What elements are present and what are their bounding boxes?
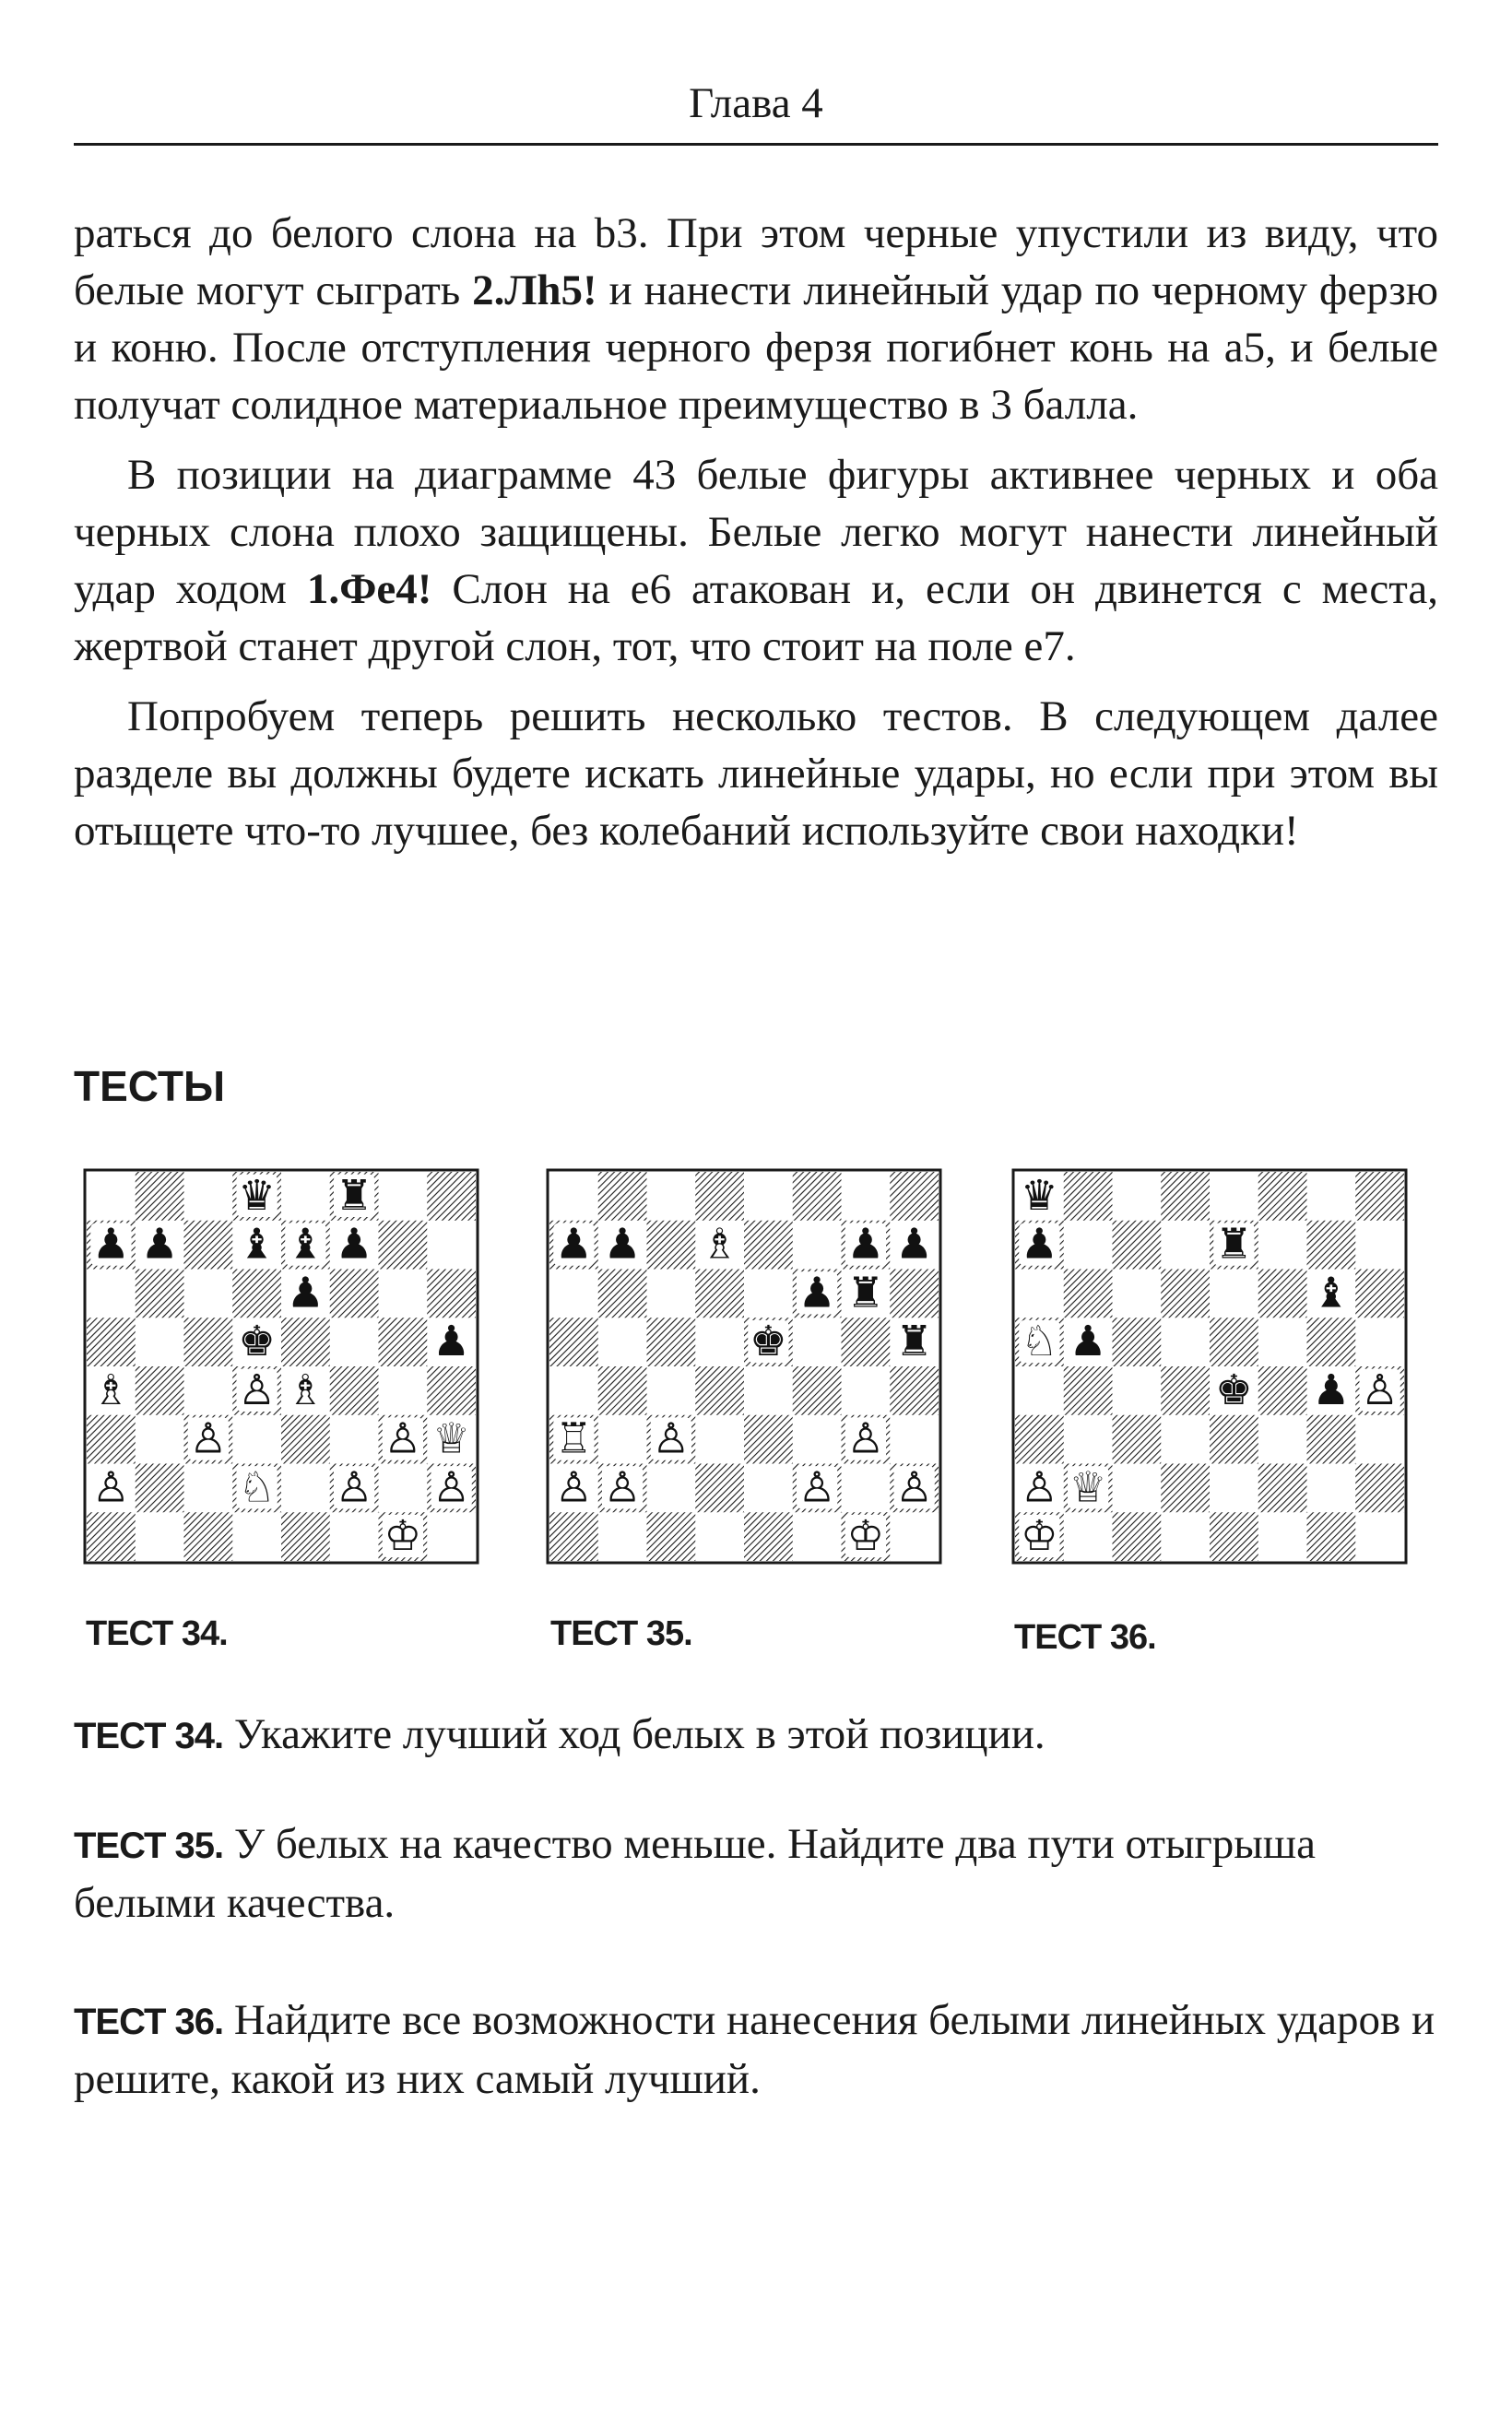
white-pawn-icon: ♙ xyxy=(846,1413,885,1463)
dark-square xyxy=(232,1270,281,1318)
chessboard xyxy=(1011,1168,1408,1565)
black-rook-icon: ♜ xyxy=(335,1170,373,1220)
dark-square xyxy=(1210,1512,1258,1561)
dark-square xyxy=(1064,1366,1113,1415)
dark-square xyxy=(379,1318,428,1366)
chessboard xyxy=(546,1168,942,1565)
dark-square xyxy=(330,1366,379,1415)
white-pawn-icon: ♙ xyxy=(189,1413,228,1463)
dark-square xyxy=(136,1464,184,1513)
black-bishop-icon: ♝ xyxy=(1312,1268,1351,1318)
black-queen-icon: ♛ xyxy=(1021,1170,1058,1220)
black-king-icon: ♚ xyxy=(238,1317,276,1366)
black-king-icon: ♚ xyxy=(1215,1365,1253,1414)
dark-square xyxy=(1161,1270,1210,1318)
black-king-icon: ♚ xyxy=(750,1317,787,1366)
section-title: ТЕСТЫ xyxy=(74,1062,225,1110)
white-pawn-icon: ♙ xyxy=(555,1462,593,1512)
diagram-caption-36: ТЕСТ 36. xyxy=(1014,1618,1156,1657)
dark-square xyxy=(890,1270,939,1318)
dark-square xyxy=(281,1318,330,1366)
white-pawn-icon: ♙ xyxy=(335,1462,373,1512)
dark-square xyxy=(744,1415,793,1464)
dark-square xyxy=(184,1318,233,1366)
dark-square xyxy=(1113,1512,1162,1561)
paragraph-2 xyxy=(74,446,1438,675)
black-rook-icon: ♜ xyxy=(895,1317,933,1366)
dark-square xyxy=(1113,1415,1162,1464)
test-36-label: ТЕСТ 36. xyxy=(74,2002,224,2042)
dark-square xyxy=(379,1221,428,1270)
dark-square xyxy=(184,1221,233,1270)
white-rook-icon: ♖ xyxy=(555,1413,593,1463)
dark-square xyxy=(1113,1221,1162,1270)
dark-square xyxy=(330,1270,379,1318)
dark-square xyxy=(598,1366,647,1415)
dark-square xyxy=(281,1512,330,1561)
dark-square xyxy=(1355,1464,1404,1513)
dark-square xyxy=(647,1512,696,1561)
dark-square xyxy=(184,1512,233,1561)
dark-square xyxy=(427,1172,476,1221)
black-bishop-icon: ♝ xyxy=(287,1219,325,1269)
white-pawn-icon: ♙ xyxy=(895,1462,933,1512)
dark-square xyxy=(695,1366,744,1415)
paragraph-3 xyxy=(74,688,1438,859)
dark-square xyxy=(647,1318,696,1366)
dark-square xyxy=(87,1415,136,1464)
paragraph-1 xyxy=(74,205,1438,433)
dark-square xyxy=(549,1318,598,1366)
dark-square xyxy=(1113,1318,1162,1366)
white-knight-icon: ♘ xyxy=(238,1462,276,1512)
black-pawn-icon: ♟ xyxy=(1312,1365,1351,1414)
test-34 xyxy=(74,1706,1438,1765)
dark-square xyxy=(695,1270,744,1318)
black-pawn-icon: ♟ xyxy=(140,1219,179,1269)
black-rook-icon: ♜ xyxy=(846,1268,885,1318)
dark-square xyxy=(427,1270,476,1318)
black-pawn-icon: ♟ xyxy=(846,1219,885,1269)
text-run: и нанести линейный удар по черному ферзю и коню. После отступления черного ферзя погибнет конь на a5, и белые получат солидное материальное преимущество в 3 балла. xyxy=(74,266,1438,429)
dark-square xyxy=(695,1464,744,1513)
dark-square xyxy=(1258,1270,1307,1318)
dark-square xyxy=(427,1366,476,1415)
dark-square xyxy=(1210,1318,1258,1366)
white-queen-icon: ♕ xyxy=(1069,1462,1107,1512)
dark-square xyxy=(598,1172,647,1221)
black-queen-icon: ♛ xyxy=(238,1170,276,1220)
move-notation: 1.Фе4! xyxy=(306,565,432,613)
dark-square xyxy=(549,1512,598,1561)
dark-square xyxy=(1355,1172,1404,1221)
body-text xyxy=(74,205,1438,872)
dark-square xyxy=(136,1366,184,1415)
black-pawn-icon: ♟ xyxy=(335,1219,373,1269)
white-pawn-icon: ♙ xyxy=(1021,1462,1058,1512)
dark-square xyxy=(1258,1172,1307,1221)
dark-square xyxy=(1355,1270,1404,1318)
dark-square xyxy=(793,1172,842,1221)
test-35-text: У белых на качество меньше. Найдите два пути отыгрыша белыми качества. xyxy=(74,1820,1316,1927)
dark-square xyxy=(598,1270,647,1318)
text-run: Слон на e6 атакован и, если он двинется с места, жертвой станет другой слон, тот, что стоит на поле e7. xyxy=(74,565,1438,670)
black-pawn-icon: ♟ xyxy=(287,1268,325,1318)
dark-square xyxy=(1307,1512,1356,1561)
page-header: Глава 4 xyxy=(689,79,823,127)
black-pawn-icon: ♟ xyxy=(92,1219,130,1269)
dark-square xyxy=(1258,1464,1307,1513)
black-pawn-icon: ♟ xyxy=(432,1317,470,1366)
header-rule xyxy=(74,143,1438,146)
dark-square xyxy=(136,1270,184,1318)
white-king-icon: ♔ xyxy=(1021,1511,1058,1561)
dark-square xyxy=(1258,1366,1307,1415)
test-35-label: ТЕСТ 35. xyxy=(74,1826,224,1866)
dark-square xyxy=(136,1172,184,1221)
white-queen-icon: ♕ xyxy=(432,1413,470,1463)
black-pawn-icon: ♟ xyxy=(1069,1317,1107,1366)
white-pawn-icon: ♙ xyxy=(238,1365,276,1414)
black-bishop-icon: ♝ xyxy=(238,1219,276,1269)
white-pawn-icon: ♙ xyxy=(652,1413,691,1463)
dark-square xyxy=(744,1221,793,1270)
dark-square xyxy=(1064,1172,1113,1221)
dark-square xyxy=(842,1318,891,1366)
test-36 xyxy=(74,1991,1438,2108)
white-pawn-icon: ♙ xyxy=(384,1413,422,1463)
dark-square xyxy=(1015,1415,1064,1464)
test-34-label: ТЕСТ 34. xyxy=(74,1716,224,1756)
test-35 xyxy=(74,1815,1438,1932)
white-pawn-icon: ♙ xyxy=(432,1462,470,1512)
black-pawn-icon: ♟ xyxy=(1021,1219,1058,1269)
white-bishop-icon: ♗ xyxy=(701,1219,738,1269)
chess-diagram-36 xyxy=(1011,1168,1408,1565)
dark-square xyxy=(744,1512,793,1561)
test-36-text: Найдите все возможности нанесения белыми линейных ударов и решите, какой из них самый лучший. xyxy=(74,1996,1435,2103)
white-pawn-icon: ♙ xyxy=(603,1462,642,1512)
black-pawn-icon: ♟ xyxy=(797,1268,836,1318)
dark-square xyxy=(1210,1415,1258,1464)
text-run: Попробуем теперь решить несколько тестов. В следующем далее разделе вы должны будете искать линейные удары, но если при этом вы отыщете что-то лучшее, без колебаний используйте свои находки! xyxy=(74,692,1438,855)
dark-square xyxy=(1161,1366,1210,1415)
white-knight-icon: ♘ xyxy=(1021,1317,1058,1366)
dark-square xyxy=(87,1318,136,1366)
dark-square xyxy=(890,1172,939,1221)
dark-square xyxy=(1161,1172,1210,1221)
dark-square xyxy=(1064,1270,1113,1318)
black-rook-icon: ♜ xyxy=(1215,1219,1253,1269)
white-pawn-icon: ♙ xyxy=(1361,1365,1399,1414)
dark-square xyxy=(890,1366,939,1415)
text-run: раться до белого слона на b3. При этом черные упустили из виду, что белые могут сыграть xyxy=(74,209,1438,314)
test-34-text: Укажите лучший ход белых в этой позиции. xyxy=(223,1710,1045,1758)
white-pawn-icon: ♙ xyxy=(797,1462,836,1512)
white-king-icon: ♔ xyxy=(384,1511,422,1561)
dark-square xyxy=(647,1221,696,1270)
black-pawn-icon: ♟ xyxy=(555,1219,593,1269)
chess-diagram-35 xyxy=(546,1168,942,1565)
chess-diagram-34 xyxy=(83,1168,479,1565)
text-run: В позиции на диаграмме 43 белые фигуры активнее черных и оба черных слона плохо защищены. Белые легко могут нанести линейный удар ходом xyxy=(74,451,1438,613)
diagram-caption-35: ТЕСТ 35. xyxy=(550,1614,692,1653)
dark-square xyxy=(1307,1415,1356,1464)
white-king-icon: ♔ xyxy=(846,1511,885,1561)
move-notation: 2.Лh5! xyxy=(472,266,597,314)
dark-square xyxy=(1161,1464,1210,1513)
dark-square xyxy=(695,1172,744,1221)
white-bishop-icon: ♗ xyxy=(92,1365,130,1414)
black-pawn-icon: ♟ xyxy=(603,1219,642,1269)
dark-square xyxy=(1307,1221,1356,1270)
black-pawn-icon: ♟ xyxy=(895,1219,933,1269)
dark-square xyxy=(281,1415,330,1464)
dark-square xyxy=(793,1366,842,1415)
dark-square xyxy=(1307,1318,1356,1366)
white-pawn-icon: ♙ xyxy=(92,1462,130,1512)
white-bishop-icon: ♗ xyxy=(287,1365,325,1414)
chessboard xyxy=(83,1168,479,1565)
dark-square xyxy=(87,1512,136,1561)
diagram-caption-34: ТЕСТ 34. xyxy=(86,1614,228,1653)
